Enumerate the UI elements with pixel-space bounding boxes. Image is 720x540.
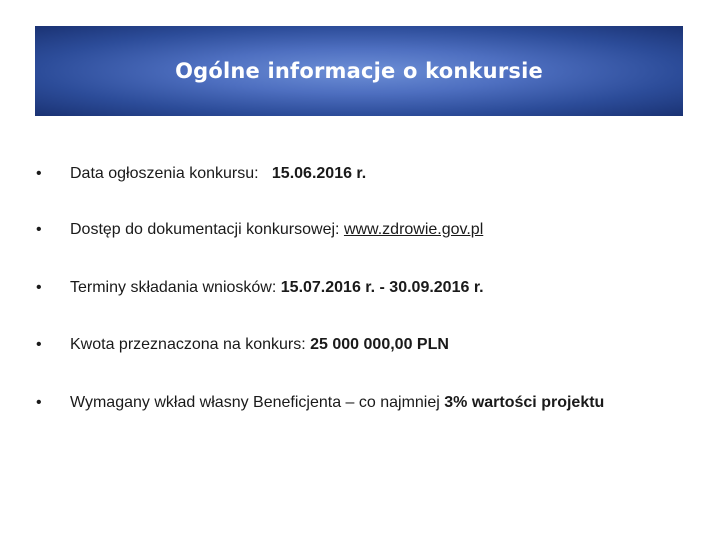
announcement-date-label: Data ogłoszenia konkursu: <box>70 165 259 182</box>
bullet-icon: • <box>36 221 42 238</box>
title-banner <box>35 26 683 116</box>
bullet-icon: • <box>36 165 42 182</box>
announcement-date-item <box>36 162 366 186</box>
documentation-access-label: Dostęp do dokumentacji konkursowej: <box>70 221 340 238</box>
own-contribution-label: Wymagany wkład własny Beneficjenta – co najmniej <box>70 394 440 411</box>
own-contribution-value: 3% wartości projektu <box>444 394 605 411</box>
submission-dates-label: Terminy składania wniosków: <box>70 279 277 296</box>
bullet-icon: • <box>36 394 42 411</box>
bullet-icon: • <box>36 336 42 353</box>
own-contribution-item <box>36 391 604 415</box>
slide-title: Ogólne informacje o konkursie <box>175 59 543 83</box>
announcement-date-value: 15.06.2016 r. <box>271 165 367 182</box>
documentation-link[interactable]: www.zdrowie.gov.pl <box>343 221 484 238</box>
documentation-access-item <box>36 218 483 242</box>
submission-dates-value: 15.07.2016 r. - 30.09.2016 r. <box>280 279 484 296</box>
funding-amount-item <box>36 333 449 357</box>
submission-dates-item <box>36 276 484 300</box>
bullet-icon: • <box>36 279 42 296</box>
funding-amount-label: Kwota przeznaczona na konkurs: <box>70 336 306 353</box>
funding-amount-value: 25 000 000,00 PLN <box>310 336 449 353</box>
